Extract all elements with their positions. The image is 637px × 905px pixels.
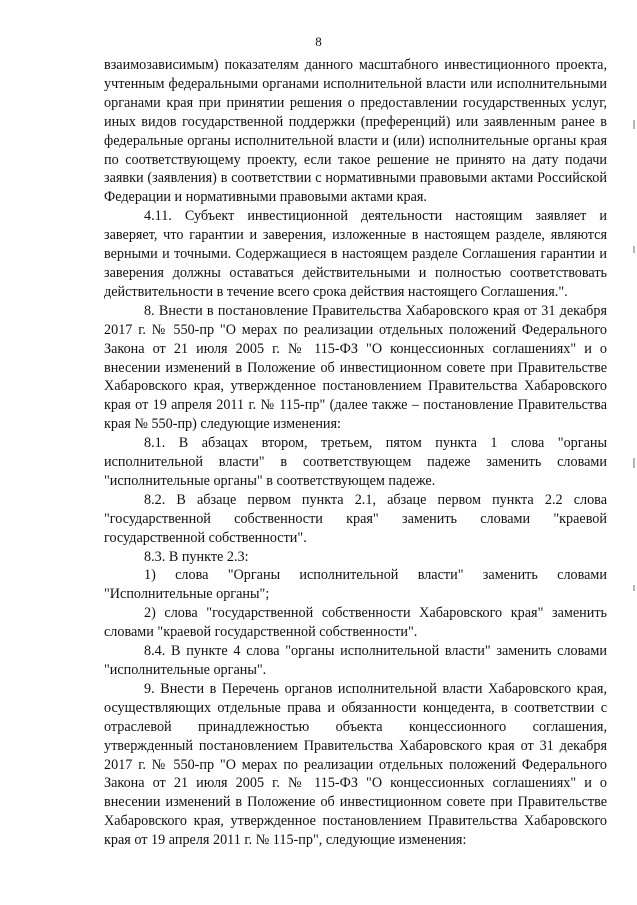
paragraph: 1) слова "Органы исполнительной власти" заменить словами "Исполнительные органы"; bbox=[104, 567, 607, 603]
paragraph: 8.3. В пункте 2.3: bbox=[144, 548, 249, 565]
paragraph: 4.11. Субъект инвестиционной деятельности настоящим заявляет и заверяет, что гарантии и заверения, изложенные в настоящем разделе, являются верными и точными. Содержащиеся в настоящем разделе Соглашения гарантии и заверения должны оставаться действительными и полностью соответствовать действительности в течение всего срока действия настоящего Соглашения.". bbox=[104, 208, 607, 300]
paragraph: 9. Внести в Перечень органов исполнительной власти Хабаровского края, осуществляющих отдельные права и обязанности концедента, в соответствии с отраслевой принадлежностью объекта концессионного соглашения, утвержденный постановлением Правительства Хабаровского края от 31 декабря 2017 г. № 550-пр "О мерах по реализации отдельных положений Федерального Закона от 21 июля 2005 г. № 115-ФЗ "О концессионных соглашениях" и о внесении изменений в Положение об инвестиционном совете при Правительстве Хабаровского края, утвержденное постановлением Правительства Хабаровского края от 19 апреля 2011 г. № 115-пр", следующие изменения: bbox=[104, 680, 607, 849]
paragraph: взаимозависимым) показателям данного масштабного инвестиционного проекта, учтенным федеральными органами исполнительной власти или исполнительными органами края при принятии решения о предоставлении государственных услуг, иных видов государственной поддержки (преференций) или заявленным ранее в федеральные органы исполнительной власти и (или) исполнительные органы края по соответствующему проекту, если такое решение не принято на дату подачи заявки (заявления) в соответствии с нормативными правовыми актами Российской Федерации и нормативными правовыми актами края. bbox=[104, 57, 607, 206]
scan-mark bbox=[633, 585, 635, 591]
paragraph: 8. Внести в постановление Правительства Хабаровского края от 31 декабря 2017 г. № 550-пр "О мерах по реализации отдельных положений Федерального Закона от 21 июля 2005 г. № 115-ФЗ "О концессионных соглашениях" и о внесении изменений в Положение об инвестиционном совете при Правительстве Хабаровского края, утвержденное постановлением Правительства Хабаровского края от 19 апреля 2011 г. № 115-пр" (далее также – постановление Правительства края № 550-пр) следующие изменения: bbox=[104, 302, 607, 433]
page-number: 8 bbox=[315, 34, 322, 49]
paragraph: 2) слова "государственной собственности Хабаровского края" заменить словами "краевой государственной собственности". bbox=[104, 605, 607, 641]
scan-mark bbox=[633, 458, 635, 468]
scan-mark bbox=[633, 246, 635, 253]
paragraph: 8.4. В пункте 4 слова "органы исполнительной власти" заменить словами "исполнительные органы". bbox=[104, 643, 607, 678]
scan-mark bbox=[633, 120, 635, 129]
document-body bbox=[104, 56, 607, 850]
paragraph: 8.2. В абзаце первом пункта 2.1, абзаце первом пункта 2.2 слова "государственной собственности края" заменить словами "краевой государственной собственности". bbox=[104, 491, 607, 546]
paragraph: 8.1. В абзацах втором, третьем, пятом пункта 1 слова "органы исполнительной власти" в соответствующем падеже заменить словами "исполнительные органы" в соответствующем падеже. bbox=[104, 435, 607, 489]
